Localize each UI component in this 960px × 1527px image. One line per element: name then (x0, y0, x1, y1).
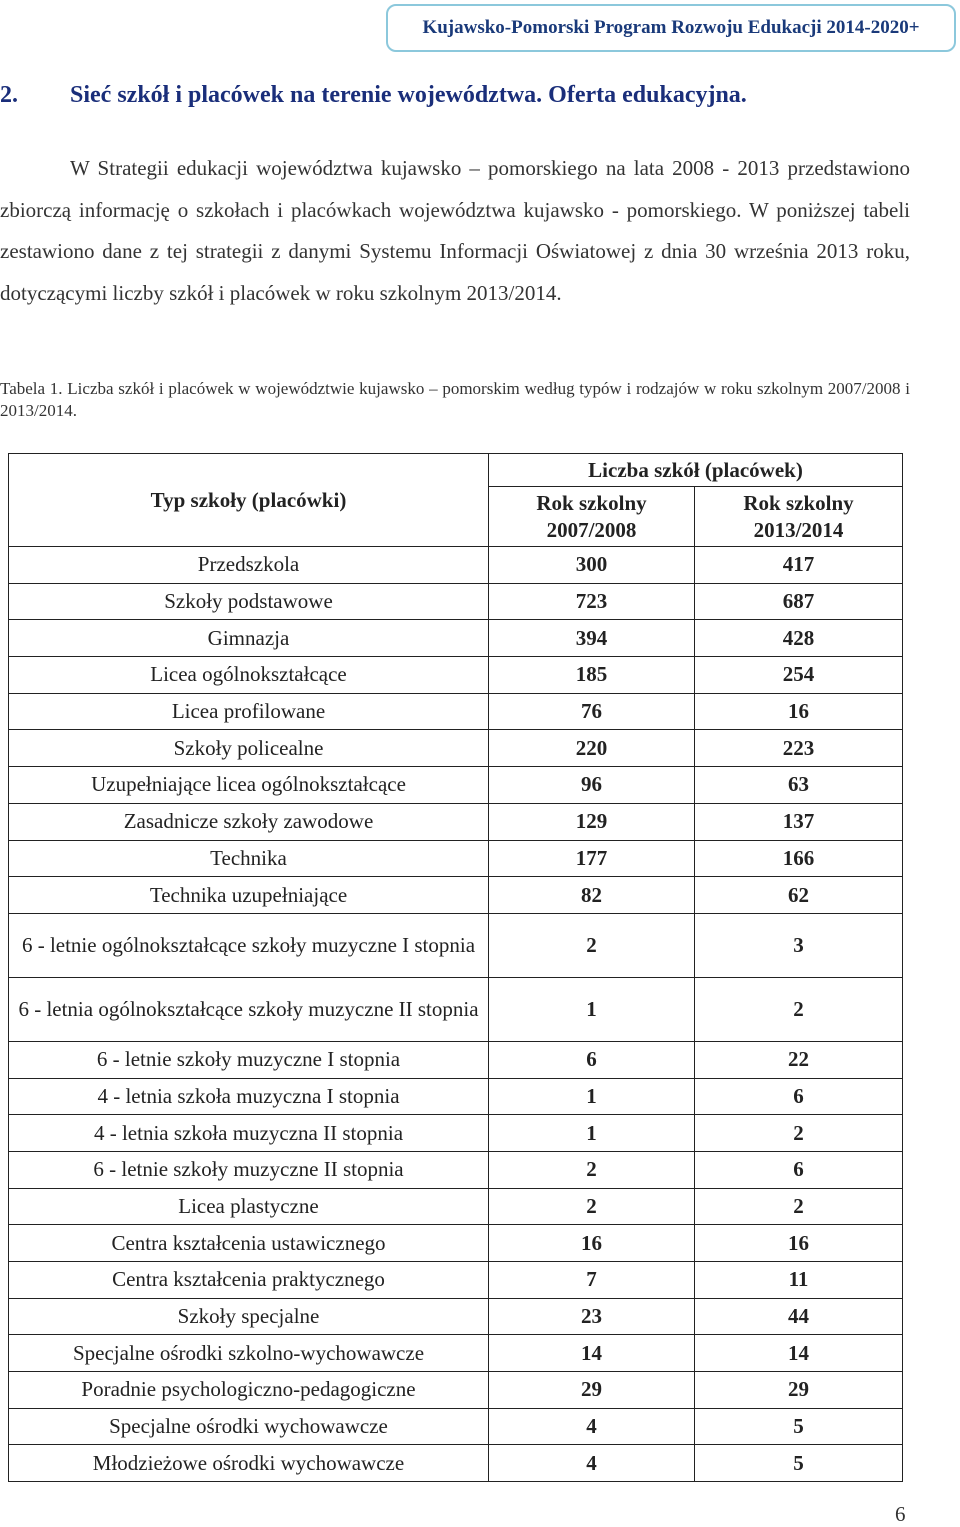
row-type: 6 - letnia ogólnokształcące szkoły muzyczne II stopnia (9, 977, 489, 1041)
row-value-2013: 3 (695, 913, 903, 977)
row-value-2013: 2 (695, 977, 903, 1041)
row-value-2007: 300 (489, 547, 695, 584)
table-row (9, 620, 903, 657)
header-col-2007: Rok szkolny 2007/2008 (489, 487, 695, 547)
table-row (9, 1041, 903, 1078)
table-row (9, 657, 903, 694)
row-value-2013: 63 (695, 767, 903, 804)
row-type: Szkoły policealne (9, 730, 489, 767)
table-header-row (9, 454, 903, 487)
row-type: Licea plastyczne (9, 1188, 489, 1225)
row-value-2013: 6 (695, 1151, 903, 1188)
row-value-2007: 4 (489, 1408, 695, 1445)
row-value-2013: 5 (695, 1408, 903, 1445)
row-value-2013: 2 (695, 1115, 903, 1152)
row-value-2013: 44 (695, 1298, 903, 1335)
row-type: Szkoły specjalne (9, 1298, 489, 1335)
row-value-2013: 16 (695, 1225, 903, 1262)
row-type: Specjalne ośrodki wychowawcze (9, 1408, 489, 1445)
table-row (9, 1151, 903, 1188)
row-type: Centra kształcenia ustawicznego (9, 1225, 489, 1262)
table-row (9, 913, 903, 977)
table-body (9, 547, 903, 1482)
section-number: 2. (0, 82, 18, 108)
page-number: 6 (895, 1502, 906, 1526)
row-type: Centra kształcenia praktycznego (9, 1262, 489, 1299)
table-row (9, 693, 903, 730)
row-type: 6 - letnie szkoły muzyczne I stopnia (9, 1041, 489, 1078)
table-row (9, 1225, 903, 1262)
row-value-2007: 1 (489, 977, 695, 1041)
row-value-2007: 7 (489, 1262, 695, 1299)
row-type: Licea ogólnokształcące (9, 657, 489, 694)
table-row (9, 1445, 903, 1482)
row-value-2007: 2 (489, 1188, 695, 1225)
row-value-2007: 4 (489, 1445, 695, 1482)
row-value-2007: 16 (489, 1225, 695, 1262)
row-type: Przedszkola (9, 547, 489, 584)
row-type: Technika (9, 840, 489, 877)
row-value-2007: 220 (489, 730, 695, 767)
schools-table (8, 453, 903, 1482)
row-type: Technika uzupełniające (9, 877, 489, 914)
row-value-2007: 129 (489, 803, 695, 840)
row-value-2013: 137 (695, 803, 903, 840)
row-value-2007: 394 (489, 620, 695, 657)
row-value-2007: 96 (489, 767, 695, 804)
row-value-2007: 6 (489, 1041, 695, 1078)
table-row (9, 547, 903, 584)
table-row (9, 1188, 903, 1225)
row-type: Młodzieżowe ośrodki wychowawcze (9, 1445, 489, 1482)
header-col-2013: Rok szkolny 2013/2014 (695, 487, 903, 547)
row-type: 6 - letnie ogólnokształcące szkoły muzyczne I stopnia (9, 913, 489, 977)
table-row (9, 977, 903, 1041)
row-type: Poradnie psychologiczno-pedagogiczne (9, 1372, 489, 1409)
section-title: Sieć szkół i placówek na terenie województwa. Oferta edukacyjna. (70, 82, 747, 108)
table-row (9, 1078, 903, 1115)
running-header (386, 4, 956, 52)
row-value-2013: 417 (695, 547, 903, 584)
row-value-2007: 76 (489, 693, 695, 730)
row-value-2013: 428 (695, 620, 903, 657)
running-header-title: Kujawsko-Pomorski Program Rozwoju Edukacji 2014-2020+ (422, 17, 920, 38)
row-value-2013: 2 (695, 1188, 903, 1225)
row-value-2013: 6 (695, 1078, 903, 1115)
row-value-2007: 185 (489, 657, 695, 694)
row-value-2007: 1 (489, 1115, 695, 1152)
row-value-2013: 223 (695, 730, 903, 767)
table-row (9, 877, 903, 914)
row-value-2007: 177 (489, 840, 695, 877)
row-type: Licea profilowane (9, 693, 489, 730)
row-type: Gimnazja (9, 620, 489, 657)
row-value-2013: 5 (695, 1445, 903, 1482)
row-value-2007: 2 (489, 913, 695, 977)
row-value-2013: 687 (695, 583, 903, 620)
table-row (9, 1115, 903, 1152)
row-value-2007: 82 (489, 877, 695, 914)
table-row (9, 803, 903, 840)
table-row (9, 767, 903, 804)
section-heading (0, 82, 960, 109)
row-type: 4 - letnia szkoła muzyczna I stopnia (9, 1078, 489, 1115)
header-type: Typ szkoły (placówki) (9, 454, 489, 547)
table-row (9, 840, 903, 877)
table-row (9, 1335, 903, 1372)
row-value-2007: 23 (489, 1298, 695, 1335)
row-type: 4 - letnia szkoła muzyczna II stopnia (9, 1115, 489, 1152)
body-paragraph-text: W Strategii edukacji województwa kujawsko – pomorskiego na lata 2008 - 2013 przedstawiono zbiorczą informację o szkołach i placówkach województwa kujawsko - pomorskiego. W poniższej tabeli zestawiono dane z tej strategii z danymi Systemu Informacji Oświatowej z dnia 30 września 2013 roku, dotyczącymi liczby szkół i placówek w roku szkolnym 2013/2014. (0, 156, 910, 305)
row-value-2013: 16 (695, 693, 903, 730)
row-value-2013: 14 (695, 1335, 903, 1372)
row-value-2013: 166 (695, 840, 903, 877)
body-paragraph (0, 148, 910, 314)
row-value-2013: 11 (695, 1262, 903, 1299)
row-type: Specjalne ośrodki szkolno-wychowawcze (9, 1335, 489, 1372)
table-caption: Tabela 1. Liczba szkół i placówek w województwie kujawsko – pomorskim według typów i rodzajów w roku szkolnym 2007/2008 i 2013/2014. (0, 379, 910, 420)
row-type: Szkoły podstawowe (9, 583, 489, 620)
row-value-2007: 14 (489, 1335, 695, 1372)
row-value-2007: 2 (489, 1151, 695, 1188)
row-value-2007: 29 (489, 1372, 695, 1409)
row-value-2013: 22 (695, 1041, 903, 1078)
row-type: Uzupełniające licea ogólnokształcące (9, 767, 489, 804)
table-row (9, 1298, 903, 1335)
row-type: Zasadnicze szkoły zawodowe (9, 803, 489, 840)
row-value-2013: 62 (695, 877, 903, 914)
table-row (9, 1262, 903, 1299)
table-row (9, 1408, 903, 1445)
row-type: 6 - letnie szkoły muzyczne II stopnia (9, 1151, 489, 1188)
header-group: Liczba szkół (placówek) (489, 454, 903, 487)
row-value-2013: 29 (695, 1372, 903, 1409)
row-value-2007: 723 (489, 583, 695, 620)
table-row (9, 1372, 903, 1409)
table-row (9, 730, 903, 767)
row-value-2007: 1 (489, 1078, 695, 1115)
row-value-2013: 254 (695, 657, 903, 694)
table-row (9, 583, 903, 620)
